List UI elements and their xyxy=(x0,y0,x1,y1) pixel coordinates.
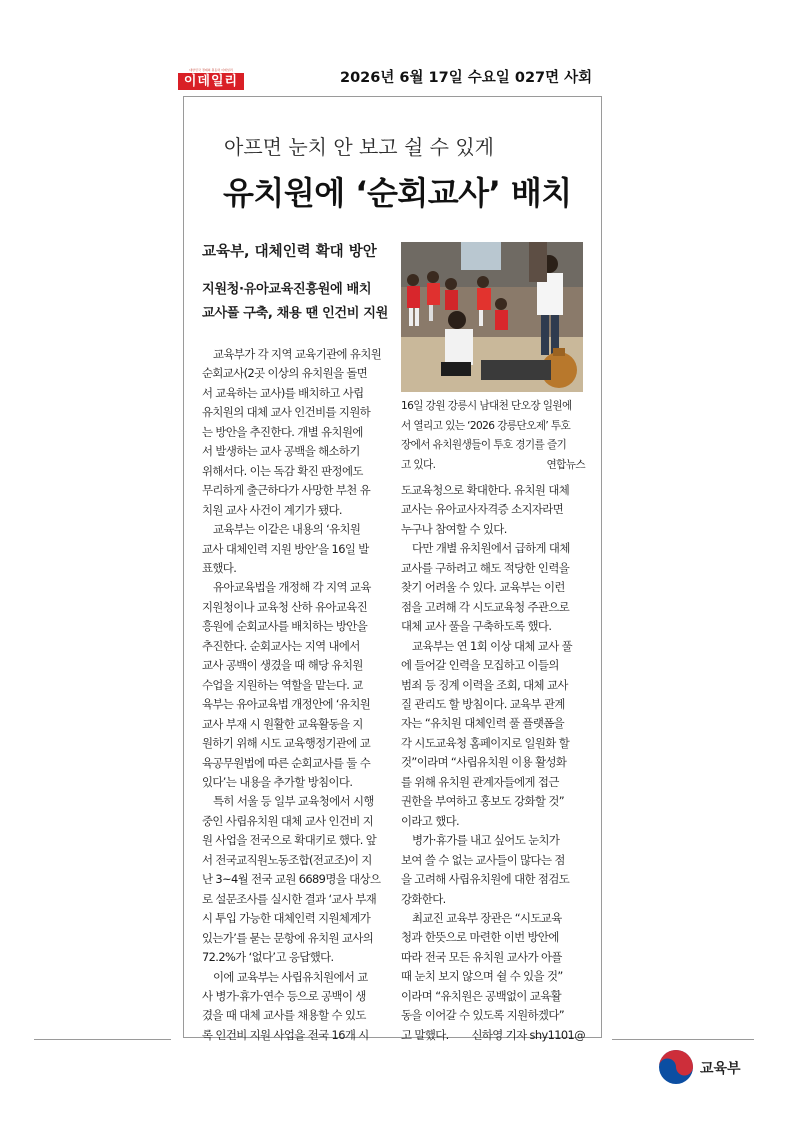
caption-line: 서 열리고 있는 ‘2026 강릉단오제’ 투호 xyxy=(401,419,571,432)
body-line: 치원 교사 사건이 계기가 됐다. xyxy=(202,502,342,517)
body-line: 원 사업을 전국으로 확대키로 했다. 앞 xyxy=(202,833,377,848)
body-line: 수업을 지원하는 역할을 맡는다. 교 xyxy=(202,677,363,692)
body-line: 범죄 등 징계 이력을 조회, 대체 교사 xyxy=(401,677,568,692)
body-line: 교육부가 각 지역 교육기관에 유치원 xyxy=(213,347,382,361)
body-line: 표했다. xyxy=(202,560,237,575)
body-line: 난 3~4월 전국 교원 6689명을 대상으 xyxy=(202,872,381,887)
body-line: 최교진 교육부 장관은 “시도교육 xyxy=(412,910,562,925)
subheadline xyxy=(202,278,397,326)
body-line: 있다’는 내용을 추가할 방침이다. xyxy=(202,774,353,789)
logo-wordmark: 이데일리 xyxy=(178,73,244,90)
body-line: 이에 교육부는 사립유치원에서 교 xyxy=(213,969,368,984)
body-line: 특히 서울 등 일부 교육청에서 시행 xyxy=(213,794,374,809)
caption-line: 고 있다. xyxy=(401,458,436,471)
body-line: 위해서다. 이는 독감 확진 판정에도 xyxy=(202,463,363,478)
body-line: 순회교사(2곳 이상의 유치원을 돌면 xyxy=(202,366,368,381)
body-line: 병가·휴가를 내고 싶어도 눈치가 xyxy=(412,833,560,848)
caption-line: 16일 강원 강릉시 남대천 단오장 일원에 xyxy=(401,400,572,412)
newspaper-logo xyxy=(178,68,244,90)
body-line: 대체 교사 풀을 구축하도록 했다. xyxy=(401,619,552,634)
kicker: 교육부, 대체인력 확대 방안 xyxy=(202,244,377,260)
caption-line: 장에서 유치원생들이 투호 경기를 즐기 xyxy=(401,439,567,451)
body-line: 도교육청으로 확대한다. 유치원 대체 xyxy=(401,483,570,497)
body-line: 서 전국교직원노동조합(전교조)이 지 xyxy=(202,852,372,867)
body-line: 교사는 유아교사자격증 소지자라면 xyxy=(401,502,564,517)
body-line: 교사 공백이 생겼을 때 해당 유치원 xyxy=(202,658,363,673)
body-line: 권한을 부여하고 홍보도 강화할 것” xyxy=(401,794,565,809)
body-line-end: 고 말했다. xyxy=(401,1027,449,1042)
footer-rule-right xyxy=(612,1039,754,1040)
body-line-last xyxy=(401,1026,585,1045)
dateline: 2026년 6월 17일 수요일 027면 사회 xyxy=(340,70,593,86)
body-line: 교육부는 이같은 내용의 ‘유치원 xyxy=(213,522,361,537)
body-line: 교사 부재 시 원활한 교육활동을 지 xyxy=(202,716,363,731)
taegeuk-icon xyxy=(658,1049,694,1085)
body-line: 육부는 유아교육법 개정안에 ‘유치원 xyxy=(202,697,371,712)
body-line: 시 투입 가능한 대체인력 지원체계가 xyxy=(202,911,371,926)
news-photo xyxy=(401,242,583,392)
body-line: 를 위해 유치원 관계자들에게 접근 xyxy=(401,774,559,789)
body-line: 무리하게 출근하다가 사망한 부천 유 xyxy=(202,483,371,498)
photo-credit: 연합뉴스 xyxy=(546,458,585,471)
logo-tagline: 대한민국 경제의 원동력 이데일리 xyxy=(189,68,233,72)
body-line: 때 눈치 보지 않으며 쉴 수 있을 것” xyxy=(401,969,563,984)
body-line: 청과 한뜻으로 마련한 이번 방안에 xyxy=(401,930,559,945)
body-line: 강화한다. xyxy=(401,891,446,906)
body-column-1 xyxy=(202,345,390,1045)
body-line: 유치원의 대체 교사 인건비를 지원하 xyxy=(202,405,371,420)
photo-caption xyxy=(401,397,585,475)
body-line: 로 설문조사를 실시한 결과 ‘교사 부재 xyxy=(202,891,377,906)
body-line: 지원청이나 교육청 산하 유아교육진 xyxy=(202,599,368,614)
body-line: 에 들어갈 인력을 모집하고 이들의 xyxy=(401,658,559,673)
body-line: 교사 대체인력 지원 방안’을 16일 발 xyxy=(202,541,369,556)
body-line: 흥원에 순회교사를 배치하는 방안을 xyxy=(202,619,368,634)
body-line: 추진한다. 순회교사는 지역 내에서 xyxy=(202,638,360,653)
body-line: 다만 개별 유치원에서 급하게 대체 xyxy=(412,541,570,556)
body-column-2 xyxy=(401,481,585,1045)
body-line: 것”이라며 “사립유치원 이용 활성화 xyxy=(401,755,567,770)
ministry-name: 교육부 xyxy=(700,1061,741,1077)
body-line: 겼을 때 대체 교사를 채용할 수 있도 xyxy=(202,1008,366,1023)
body-line: 각 시도교육청 홈페이지로 일원화 할 xyxy=(401,735,570,750)
pre-title: 아프면 눈치 안 보고 쉴 수 있게 xyxy=(224,135,494,159)
body-line: 있는가’를 묻는 문항에 유치원 교사의 xyxy=(202,930,374,945)
body-line: 따라 전국 모든 유치원 교사가 아플 xyxy=(401,949,562,964)
body-line: 72.2%가 ‘없다’고 응답했다. xyxy=(202,950,334,965)
body-line: 는 방안을 추진한다. 개별 유치원에 xyxy=(202,424,363,439)
body-line: 누구나 참여할 수 있다. xyxy=(401,521,507,536)
body-line: 록 인건비 지원 사업을 전국 16개 시 xyxy=(202,1027,369,1042)
subheadline-line: 지원청·유아교육진흥원에 배치 xyxy=(202,282,372,297)
body-line: 이라며 “유치원은 공백없이 교육활 xyxy=(401,988,562,1003)
ministry-logo xyxy=(658,1049,758,1085)
body-line: 이라고 했다. xyxy=(401,813,460,828)
footer-rule-left xyxy=(34,1039,171,1040)
body-line: 교육부는 연 1회 이상 대체 교사 풀 xyxy=(412,638,573,653)
headline: 유치원에 ‘순회교사’ 배치 xyxy=(223,174,572,212)
body-line: 자는 “유치원 대체인력 풀 플랫폼을 xyxy=(401,716,565,731)
body-line: 서 교육하는 교사)를 배치하고 사립 xyxy=(202,385,364,400)
body-line: 찾기 어려울 수 있다. 교육부는 이런 xyxy=(401,580,565,595)
body-line: 질 관리도 할 방침이다. 교육부 관계 xyxy=(401,696,565,711)
body-line: 육공무원법에 따른 순회교사를 둘 수 xyxy=(202,755,371,770)
body-line: 동을 이어갈 수 있도록 지원하겠다” xyxy=(401,1008,565,1023)
body-line: 중인 사립유치원 대체 교사 인건비 지 xyxy=(202,813,374,828)
subheadline-line: 교사풀 구축, 채용 땐 인건비 지원 xyxy=(202,306,388,321)
body-line: 원하기 위해 시도 교육행정기관에 교 xyxy=(202,736,371,751)
body-line: 을 고려해 사립유치원에 대한 점검도 xyxy=(401,872,570,887)
body-line: 서 발생하는 교사 공백을 해소하기 xyxy=(202,444,360,459)
body-line: 교사를 구하려고 해도 적당한 인력을 xyxy=(401,560,570,575)
body-line: 사 병가·휴가·연수 등으로 공백이 생 xyxy=(202,988,366,1003)
body-line: 점을 고려해 각 시도교육청 주관으로 xyxy=(401,599,570,614)
body-line: 보여 쓸 수 없는 교사들이 많다는 점 xyxy=(401,852,565,867)
byline: 신하영 기자 shy1101@ xyxy=(471,1027,585,1042)
body-line: 유아교육법을 개정해 각 지역 교육 xyxy=(213,580,371,595)
